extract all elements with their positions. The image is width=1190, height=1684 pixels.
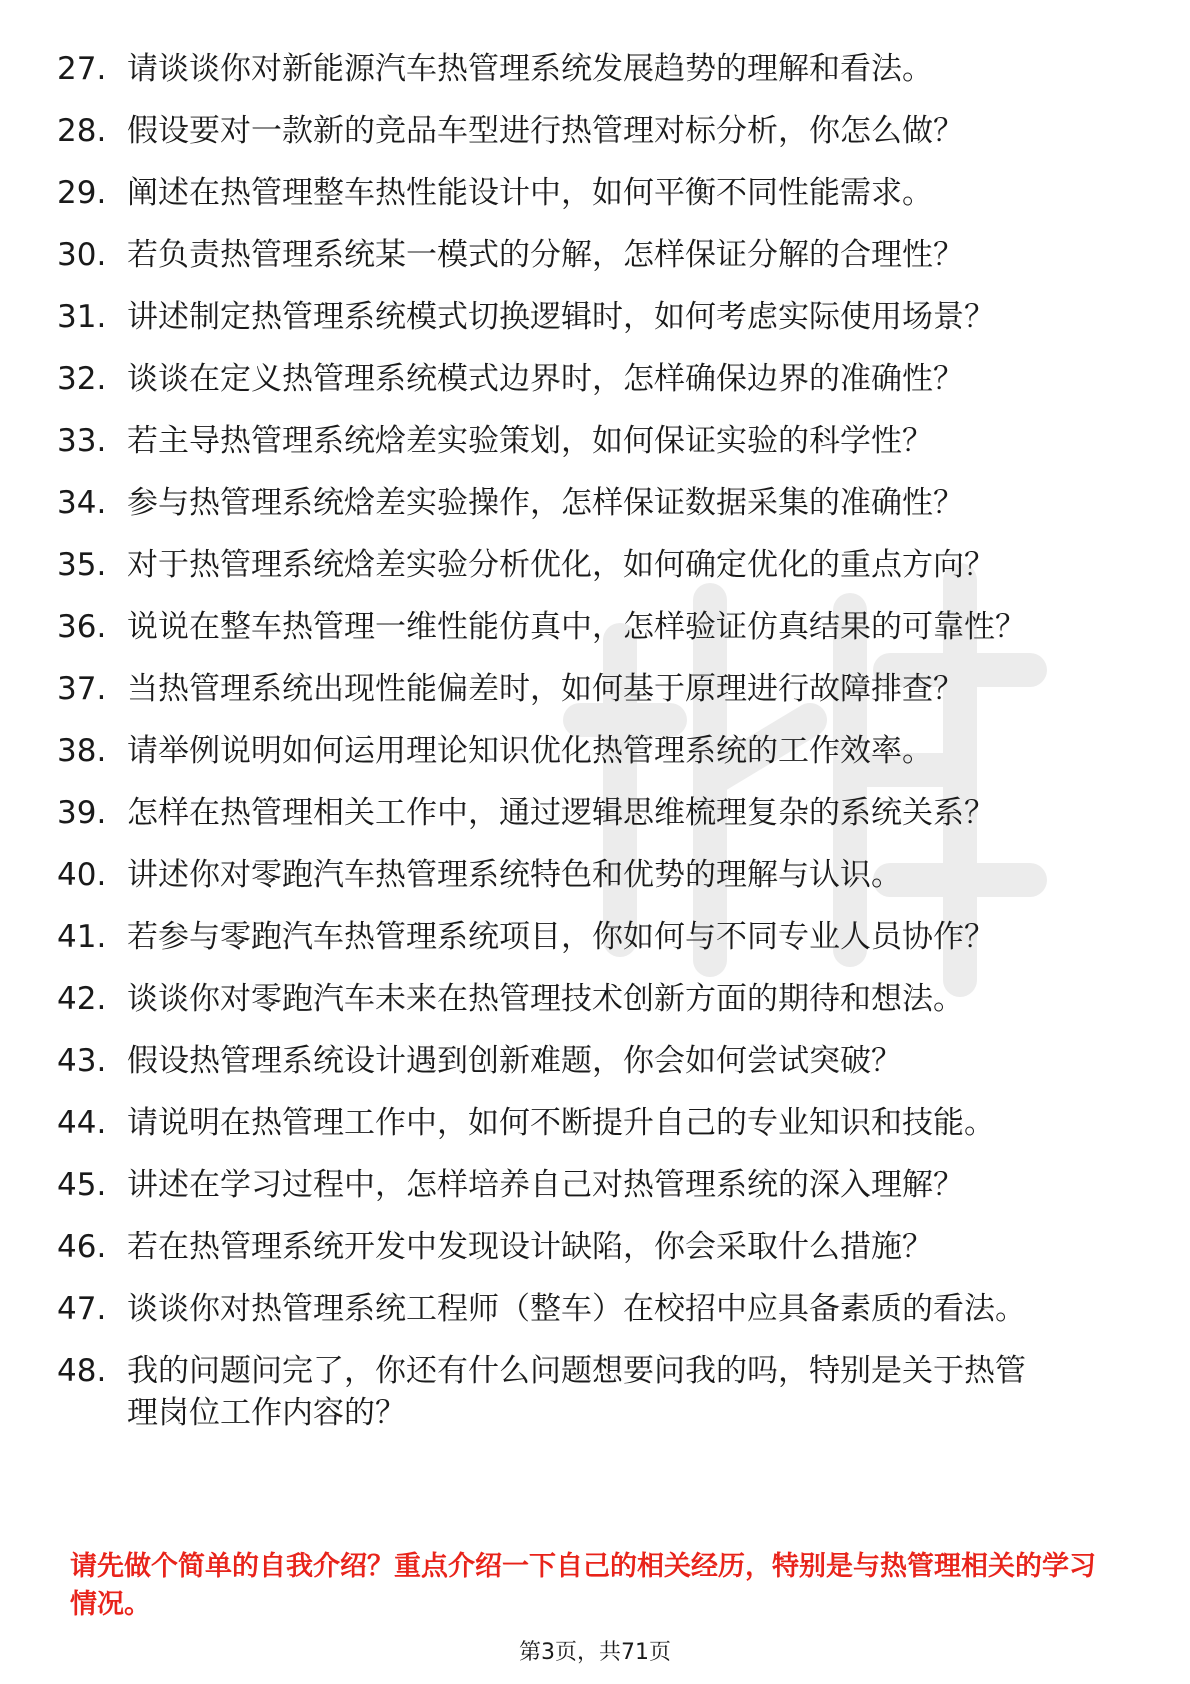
question-number: 44. (57, 1105, 107, 1141)
list-item (57, 792, 1117, 834)
list-item (57, 1226, 1117, 1268)
question-number: 40. (57, 857, 107, 893)
list-item (57, 854, 1117, 896)
question-number: 37. (57, 671, 107, 707)
list-item (57, 1164, 1117, 1206)
question-number: 34. (57, 485, 107, 521)
question-text: 我的问题问完了，你还有什么问题想要问我的吗，特别是关于热管理岗位工作内容的？ (127, 1353, 1026, 1431)
question-text: 谈谈你对热管理系统工程师（整车）在校招中应具备素质的看法。 (127, 1291, 1026, 1327)
list-item (57, 606, 1117, 648)
question-number: 38. (57, 733, 107, 769)
question-text: 讲述你对零跑汽车热管理系统特色和优势的理解与认识。 (127, 857, 902, 893)
question-number: 27. (57, 51, 107, 87)
list-item (57, 234, 1117, 276)
list-item (57, 544, 1117, 586)
question-text: 若参与零跑汽车热管理系统项目，你如何与不同专业人员协作？ (127, 919, 995, 955)
question-number: 41. (57, 919, 107, 955)
question-number: 29. (57, 175, 107, 211)
self-introduction-prompt: 请先做个简单的自我介绍？重点介绍一下自己的相关经历，特别是与热管理相关的学习情况。 (70, 1551, 1096, 1620)
question-number: 31. (57, 299, 107, 335)
question-text: 阐述在热管理整车热性能设计中，如何平衡不同性能需求。 (127, 175, 933, 211)
question-text: 谈谈你对零跑汽车未来在热管理技术创新方面的期待和想法。 (127, 981, 964, 1017)
list-item (57, 1288, 1117, 1330)
list-item (57, 172, 1117, 214)
question-text: 若主导热管理系统焓差实验策划，如何保证实验的科学性？ (127, 423, 933, 459)
question-text: 当热管理系统出现性能偏差时，如何基于原理进行故障排查？ (127, 671, 964, 707)
question-text: 讲述制定热管理系统模式切换逻辑时，如何考虑实际使用场景？ (127, 299, 995, 335)
question-number: 36. (57, 609, 107, 645)
list-item (57, 48, 1117, 90)
list-item (57, 296, 1117, 338)
list-item (57, 110, 1117, 152)
question-number: 48. (57, 1353, 107, 1389)
question-text: 请举例说明如何运用理论知识优化热管理系统的工作效率。 (127, 733, 933, 769)
question-text: 假设热管理系统设计遇到创新难题，你会如何尝试突破？ (127, 1043, 902, 1079)
question-text: 若在热管理系统开发中发现设计缺陷，你会采取什么措施？ (127, 1229, 933, 1265)
question-number: 35. (57, 547, 107, 583)
question-text: 谈谈在定义热管理系统模式边界时，怎样确保边界的准确性？ (127, 361, 964, 397)
list-item (57, 420, 1117, 462)
question-text: 说说在整车热管理一维性能仿真中，怎样验证仿真结果的可靠性？ (127, 609, 1026, 645)
question-text: 怎样在热管理相关工作中，通过逻辑思维梳理复杂的系统关系？ (127, 795, 995, 831)
page-number: 第3页，共71页 (519, 1640, 671, 1665)
question-number: 42. (57, 981, 107, 1017)
question-number: 39. (57, 795, 107, 831)
question-text: 参与热管理系统焓差实验操作，怎样保证数据采集的准确性？ (127, 485, 964, 521)
question-number: 45. (57, 1167, 107, 1203)
question-number: 32. (57, 361, 107, 397)
list-item (57, 1350, 1117, 1434)
question-list (57, 48, 1117, 1454)
question-text: 对于热管理系统焓差实验分析优化，如何确定优化的重点方向？ (127, 547, 995, 583)
question-number: 46. (57, 1229, 107, 1265)
question-number: 30. (57, 237, 107, 273)
question-number: 33. (57, 423, 107, 459)
list-item (57, 978, 1117, 1020)
question-text: 假设要对一款新的竞品车型进行热管理对标分析，你怎么做？ (127, 113, 964, 149)
question-number: 47. (57, 1291, 107, 1327)
question-text: 请说明在热管理工作中，如何不断提升自己的专业知识和技能。 (127, 1105, 995, 1141)
list-item (57, 916, 1117, 958)
list-item (57, 730, 1117, 772)
list-item (57, 1102, 1117, 1144)
question-number: 28. (57, 113, 107, 149)
list-item (57, 482, 1117, 524)
list-item (57, 668, 1117, 710)
question-text: 请谈谈你对新能源汽车热管理系统发展趋势的理解和看法。 (127, 51, 933, 87)
question-number: 43. (57, 1043, 107, 1079)
question-text: 讲述在学习过程中，怎样培养自己对热管理系统的深入理解？ (127, 1167, 964, 1203)
list-item (57, 1040, 1117, 1082)
list-item (57, 358, 1117, 400)
question-text: 若负责热管理系统某一模式的分解，怎样保证分解的合理性？ (127, 237, 964, 273)
